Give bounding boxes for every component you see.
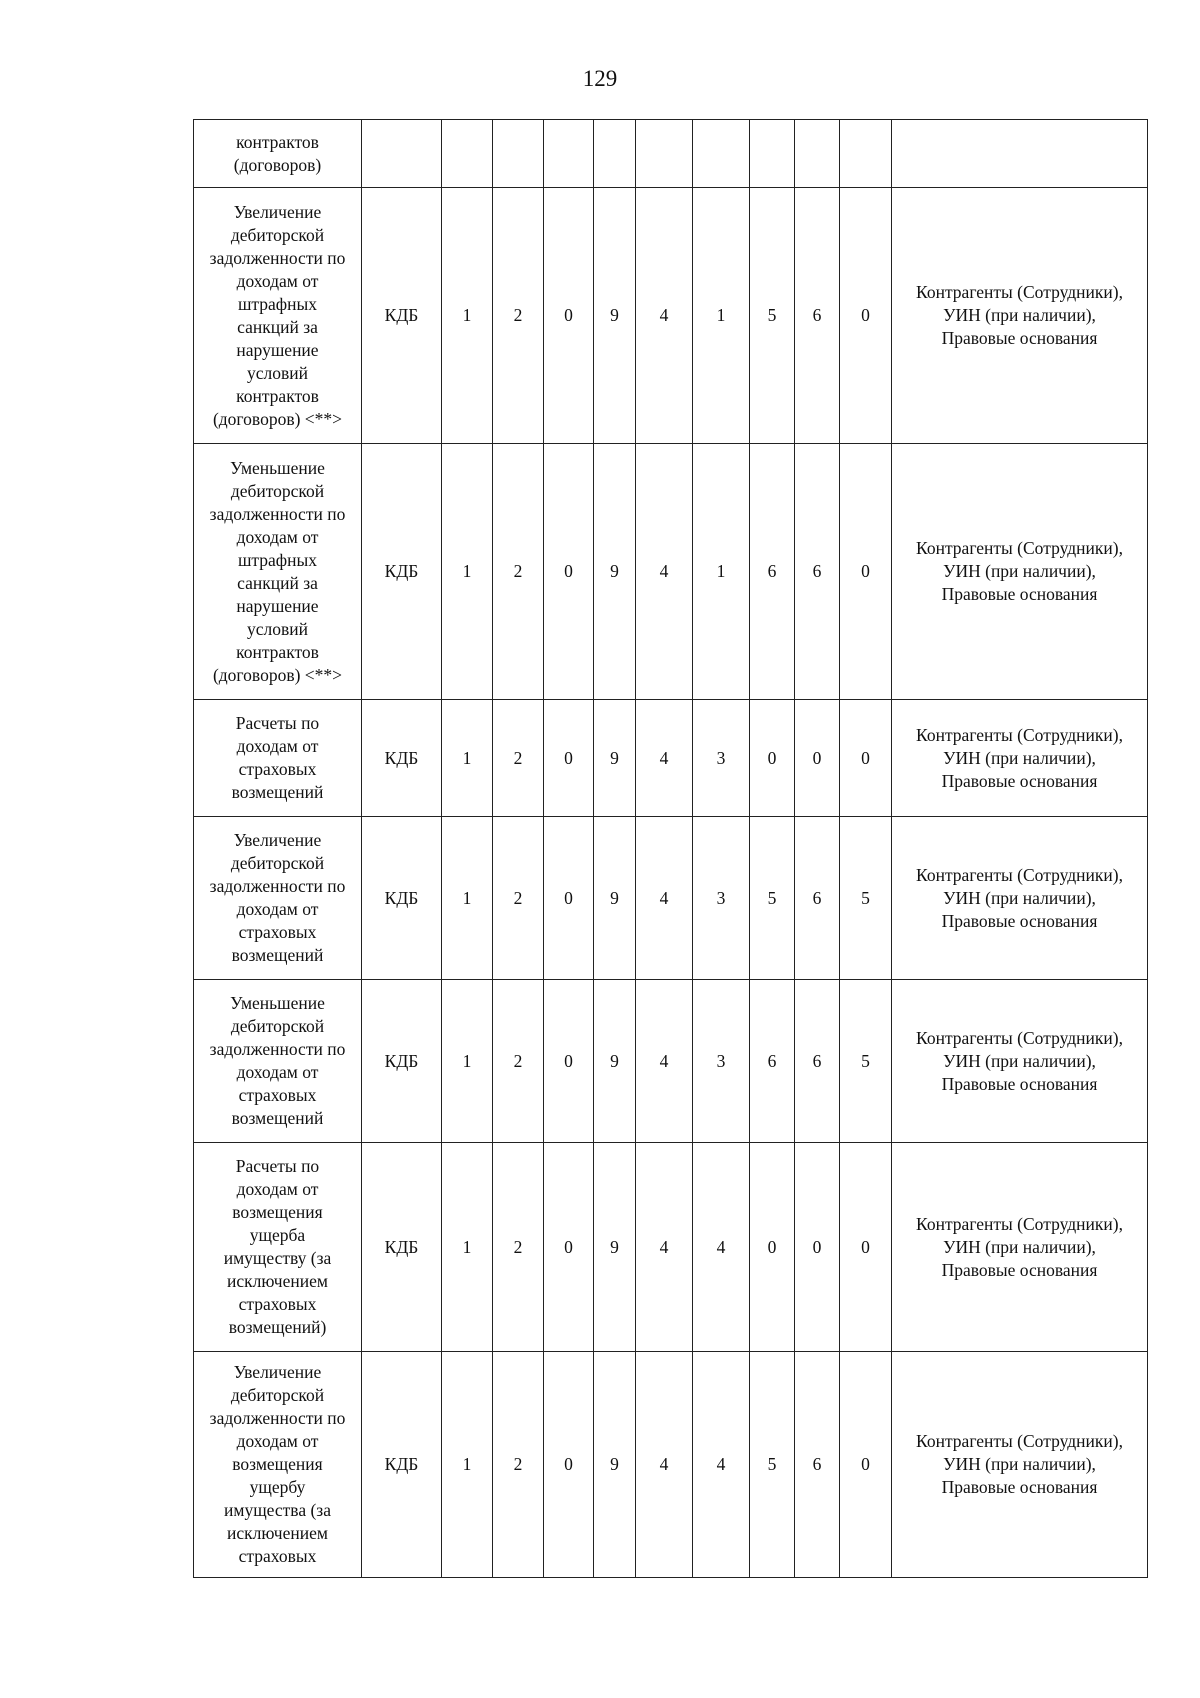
analytics-basis-cell: Контрагенты (Сотрудники), УИН (при наличии), Правовые основания — [892, 817, 1148, 980]
accounts-table — [193, 119, 1148, 1578]
account-name-cell: Расчеты по доходам от страховых возмещений — [194, 700, 362, 817]
account-name-cell: Увеличение дебиторской задолженности по доходам от возмещения ущербу имущества (за исключением страховых — [194, 1352, 362, 1578]
table-row — [194, 817, 1148, 980]
code-digit-cell: 0 — [544, 444, 594, 700]
table-row — [194, 1352, 1148, 1578]
code-digit-cell: 9 — [594, 980, 636, 1143]
code-digit-cell: 2 — [493, 980, 544, 1143]
code-digit-cell: 5 — [750, 817, 795, 980]
code-type-cell — [362, 120, 442, 188]
code-digit-cell: 2 — [493, 817, 544, 980]
code-digit-cell: 9 — [594, 1143, 636, 1352]
analytics-basis-cell: Контрагенты (Сотрудники), УИН (при наличии), Правовые основания — [892, 1143, 1148, 1352]
table-row — [194, 1143, 1148, 1352]
code-digit-cell: 1 — [442, 817, 493, 980]
code-digit-cell: 6 — [795, 188, 840, 444]
code-digit-cell: 0 — [544, 817, 594, 980]
account-name-cell: Уменьшение дебиторской задолженности по доходам от страховых возмещений — [194, 980, 362, 1143]
code-digit-cell: 9 — [594, 444, 636, 700]
code-digit-cell: 2 — [493, 700, 544, 817]
code-digit-cell: 4 — [636, 700, 693, 817]
code-digit-cell: 4 — [693, 1352, 750, 1578]
code-digit-cell: 1 — [442, 444, 493, 700]
code-digit-cell: 0 — [840, 188, 892, 444]
code-digit-cell: 0 — [840, 444, 892, 700]
code-digit-cell: 0 — [544, 1352, 594, 1578]
table-body — [194, 120, 1148, 1578]
code-digit-cell: 3 — [693, 980, 750, 1143]
code-digit-cell: 3 — [693, 700, 750, 817]
code-digit-cell: 0 — [795, 1143, 840, 1352]
code-digit-cell: 0 — [544, 188, 594, 444]
code-digit-cell: 2 — [493, 188, 544, 444]
code-digit-cell — [594, 120, 636, 188]
code-digit-cell: 4 — [636, 980, 693, 1143]
code-digit-cell: 4 — [636, 444, 693, 700]
code-digit-cell: 0 — [544, 1143, 594, 1352]
code-digit-cell: 1 — [442, 700, 493, 817]
code-type-cell: КДБ — [362, 700, 442, 817]
code-digit-cell — [795, 120, 840, 188]
code-digit-cell: 5 — [750, 1352, 795, 1578]
code-digit-cell: 9 — [594, 817, 636, 980]
table-row — [194, 188, 1148, 444]
code-digit-cell: 6 — [795, 980, 840, 1143]
analytics-basis-cell: Контрагенты (Сотрудники), УИН (при наличии), Правовые основания — [892, 1352, 1148, 1578]
code-digit-cell: 6 — [795, 444, 840, 700]
code-digit-cell: 2 — [493, 1352, 544, 1578]
account-name-cell: Расчеты по доходам от возмещения ущерба имуществу (за исключением страховых возмещений) — [194, 1143, 362, 1352]
code-digit-cell: 0 — [840, 1352, 892, 1578]
code-digit-cell — [442, 120, 493, 188]
table-row — [194, 120, 1148, 188]
code-digit-cell: 9 — [594, 188, 636, 444]
code-digit-cell — [493, 120, 544, 188]
code-digit-cell: 0 — [750, 700, 795, 817]
code-digit-cell: 5 — [840, 817, 892, 980]
code-type-cell: КДБ — [362, 444, 442, 700]
code-digit-cell: 1 — [442, 980, 493, 1143]
analytics-basis-cell: Контрагенты (Сотрудники), УИН (при наличии), Правовые основания — [892, 188, 1148, 444]
code-digit-cell — [693, 120, 750, 188]
code-digit-cell: 0 — [750, 1143, 795, 1352]
code-digit-cell: 1 — [693, 188, 750, 444]
code-digit-cell — [750, 120, 795, 188]
code-type-cell: КДБ — [362, 1352, 442, 1578]
code-type-cell: КДБ — [362, 817, 442, 980]
code-digit-cell: 9 — [594, 1352, 636, 1578]
code-digit-cell: 4 — [636, 1143, 693, 1352]
code-type-cell: КДБ — [362, 188, 442, 444]
account-name-cell: Уменьшение дебиторской задолженности по доходам от штрафных санкций за нарушение условий контрактов (договоров) <**> — [194, 444, 362, 700]
code-digit-cell: 1 — [442, 1143, 493, 1352]
account-name-cell: Увеличение дебиторской задолженности по доходам от штрафных санкций за нарушение условий контрактов (договоров) <**> — [194, 188, 362, 444]
analytics-basis-cell: Контрагенты (Сотрудники), УИН (при наличии), Правовые основания — [892, 444, 1148, 700]
table-row — [194, 700, 1148, 817]
code-digit-cell: 4 — [636, 188, 693, 444]
code-digit-cell: 4 — [636, 817, 693, 980]
analytics-basis-cell: Контрагенты (Сотрудники), УИН (при наличии), Правовые основания — [892, 700, 1148, 817]
code-digit-cell — [840, 120, 892, 188]
account-name-cell: контрактов (договоров) — [194, 120, 362, 188]
account-name-cell: Увеличение дебиторской задолженности по доходам от страховых возмещений — [194, 817, 362, 980]
table-row — [194, 444, 1148, 700]
code-digit-cell: 2 — [493, 444, 544, 700]
code-digit-cell — [636, 120, 693, 188]
analytics-basis-cell: Контрагенты (Сотрудники), УИН (при наличии), Правовые основания — [892, 980, 1148, 1143]
code-digit-cell: 4 — [693, 1143, 750, 1352]
code-digit-cell: 6 — [795, 817, 840, 980]
code-digit-cell: 0 — [544, 980, 594, 1143]
code-digit-cell: 4 — [636, 1352, 693, 1578]
code-type-cell: КДБ — [362, 1143, 442, 1352]
code-digit-cell: 1 — [693, 444, 750, 700]
code-digit-cell: 5 — [840, 980, 892, 1143]
code-digit-cell: 6 — [795, 1352, 840, 1578]
code-digit-cell: 9 — [594, 700, 636, 817]
code-digit-cell: 6 — [750, 980, 795, 1143]
code-digit-cell: 0 — [544, 700, 594, 817]
code-digit-cell: 0 — [795, 700, 840, 817]
code-digit-cell: 6 — [750, 444, 795, 700]
analytics-basis-cell — [892, 120, 1148, 188]
code-digit-cell: 5 — [750, 188, 795, 444]
table-row — [194, 980, 1148, 1143]
code-digit-cell: 1 — [442, 188, 493, 444]
code-digit-cell: 0 — [840, 1143, 892, 1352]
page-number: 129 — [582, 66, 618, 91]
code-digit-cell: 3 — [693, 817, 750, 980]
code-type-cell: КДБ — [362, 980, 442, 1143]
code-digit-cell: 0 — [840, 700, 892, 817]
code-digit-cell: 1 — [442, 1352, 493, 1578]
code-digit-cell: 2 — [493, 1143, 544, 1352]
code-digit-cell — [544, 120, 594, 188]
